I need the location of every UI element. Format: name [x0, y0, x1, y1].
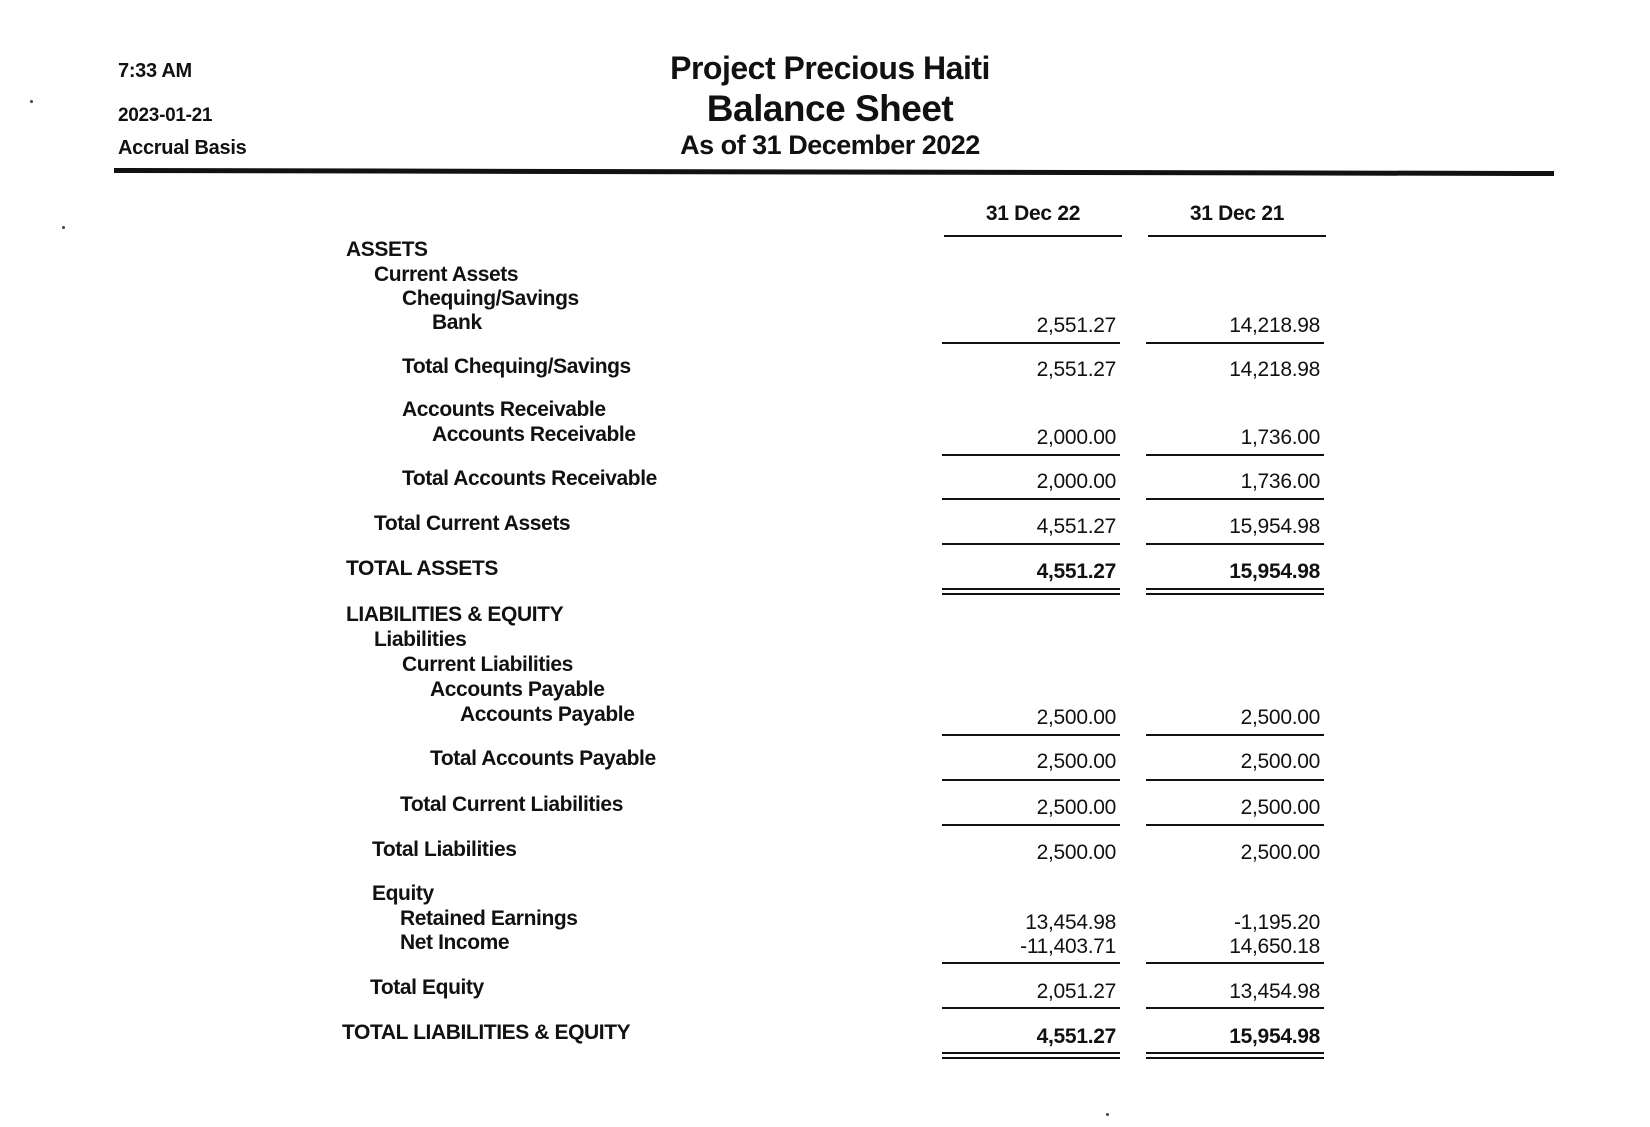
subtotal-rule [1146, 454, 1324, 456]
header-rule [114, 168, 1554, 176]
group-accounts-payable: Accounts Payable [430, 678, 605, 701]
scan-speck [62, 226, 65, 229]
row-total-liabilities-prior: 2,500.00 [1240, 841, 1320, 864]
subtotal-rule [1146, 734, 1324, 736]
row-total-current-assets-label: Total Current Assets [374, 512, 571, 535]
row-ar-label: Accounts Receivable [432, 423, 636, 446]
row-total-ar-current: 2,000.00 [1036, 470, 1116, 493]
subtotal-rule [942, 734, 1120, 736]
subtotal-rule [942, 824, 1120, 826]
group-chequing-savings: Chequing/Savings [402, 287, 579, 310]
total-double-rule [1146, 588, 1324, 595]
row-bank-label: Bank [432, 311, 482, 334]
row-total-liabilities-label: Total Liabilities [372, 838, 517, 861]
row-total-chequing-prior: 14,218.98 [1229, 358, 1320, 381]
row-total-equity-prior: 13,454.98 [1229, 980, 1320, 1003]
group-accounts-receivable: Accounts Receivable [402, 398, 606, 421]
row-total-ar-prior: 1,736.00 [1240, 470, 1320, 493]
row-bank-prior: 14,218.98 [1229, 314, 1320, 337]
report-time: 7:33 AM [118, 60, 192, 82]
row-net-income-current: -11,403.71 [1020, 935, 1116, 958]
row-total-liab-equity-label: TOTAL LIABILITIES & EQUITY [342, 1021, 631, 1044]
row-ar-prior: 1,736.00 [1240, 426, 1320, 449]
row-net-income-label: Net Income [400, 931, 510, 954]
subtotal-rule [1146, 498, 1324, 500]
row-total-equity-label: Total Equity [370, 976, 484, 999]
subtotal-rule [1146, 779, 1324, 781]
row-total-liab-equity-current: 4,551.27 [1036, 1025, 1116, 1048]
subtotal-rule [1146, 824, 1324, 826]
subtotal-rule [942, 543, 1120, 545]
scan-speck [1106, 1113, 1109, 1116]
column-header-prior: 31 Dec 21 [1148, 202, 1326, 237]
row-retained-earnings-current: 13,454.98 [1025, 911, 1116, 934]
report-date: 2023-01-21 [118, 105, 213, 126]
row-total-ap-label: Total Accounts Payable [430, 747, 656, 770]
row-ar-current: 2,000.00 [1036, 426, 1116, 449]
company-name: Project Precious Haiti [670, 50, 990, 86]
row-total-equity-current: 2,051.27 [1036, 980, 1116, 1003]
row-total-current-liabilities-current: 2,500.00 [1036, 796, 1116, 819]
row-total-liab-equity-prior: 15,954.98 [1229, 1025, 1320, 1048]
scan-speck [30, 100, 33, 103]
row-total-assets-current: 4,551.27 [1036, 560, 1116, 583]
subtotal-rule [942, 962, 1120, 964]
row-ap-current: 2,500.00 [1036, 706, 1116, 729]
group-current-assets: Current Assets [374, 263, 519, 286]
row-total-ap-current: 2,500.00 [1036, 750, 1116, 773]
row-total-current-liabilities-label: Total Current Liabilities [400, 793, 623, 816]
row-ap-prior: 2,500.00 [1240, 706, 1320, 729]
group-equity: Equity [372, 882, 434, 905]
subtotal-rule [942, 1007, 1120, 1009]
row-ap-label: Accounts Payable [460, 703, 635, 726]
total-double-rule [1146, 1052, 1324, 1059]
group-liabilities: Liabilities [374, 628, 467, 651]
report-title: Balance Sheet [706, 88, 954, 129]
total-double-rule [942, 588, 1120, 595]
row-total-current-assets-current: 4,551.27 [1036, 515, 1116, 538]
row-total-current-assets-prior: 15,954.98 [1229, 515, 1320, 538]
section-liabilities-equity: LIABILITIES & EQUITY [346, 603, 564, 626]
row-total-ar-label: Total Accounts Receivable [402, 467, 657, 490]
subtotal-rule [1146, 962, 1324, 964]
row-total-assets-label: TOTAL ASSETS [346, 557, 498, 580]
row-retained-earnings-prior: -1,195.20 [1233, 911, 1320, 934]
row-retained-earnings-label: Retained Earnings [400, 907, 578, 930]
row-bank-current: 2,551.27 [1036, 314, 1116, 337]
row-net-income-prior: 14,650.18 [1229, 935, 1320, 958]
row-total-ap-prior: 2,500.00 [1240, 750, 1320, 773]
subtotal-rule [942, 342, 1120, 344]
row-total-chequing-label: Total Chequing/Savings [402, 355, 631, 378]
group-current-liabilities: Current Liabilities [402, 653, 573, 676]
report-as-of: As of 31 December 2022 [680, 130, 980, 160]
row-total-assets-prior: 15,954.98 [1229, 560, 1320, 583]
subtotal-rule [942, 454, 1120, 456]
row-total-chequing-current: 2,551.27 [1036, 358, 1116, 381]
row-total-liabilities-current: 2,500.00 [1036, 841, 1116, 864]
column-header-current: 31 Dec 22 [944, 202, 1122, 237]
subtotal-rule [1146, 342, 1324, 344]
report-basis: Accrual Basis [118, 137, 247, 159]
total-double-rule [942, 1052, 1120, 1059]
subtotal-rule [1146, 1007, 1324, 1009]
subtotal-rule [942, 779, 1120, 781]
subtotal-rule [942, 498, 1120, 500]
subtotal-rule [1146, 543, 1324, 545]
row-total-current-liabilities-prior: 2,500.00 [1240, 796, 1320, 819]
section-assets: ASSETS [346, 238, 428, 261]
